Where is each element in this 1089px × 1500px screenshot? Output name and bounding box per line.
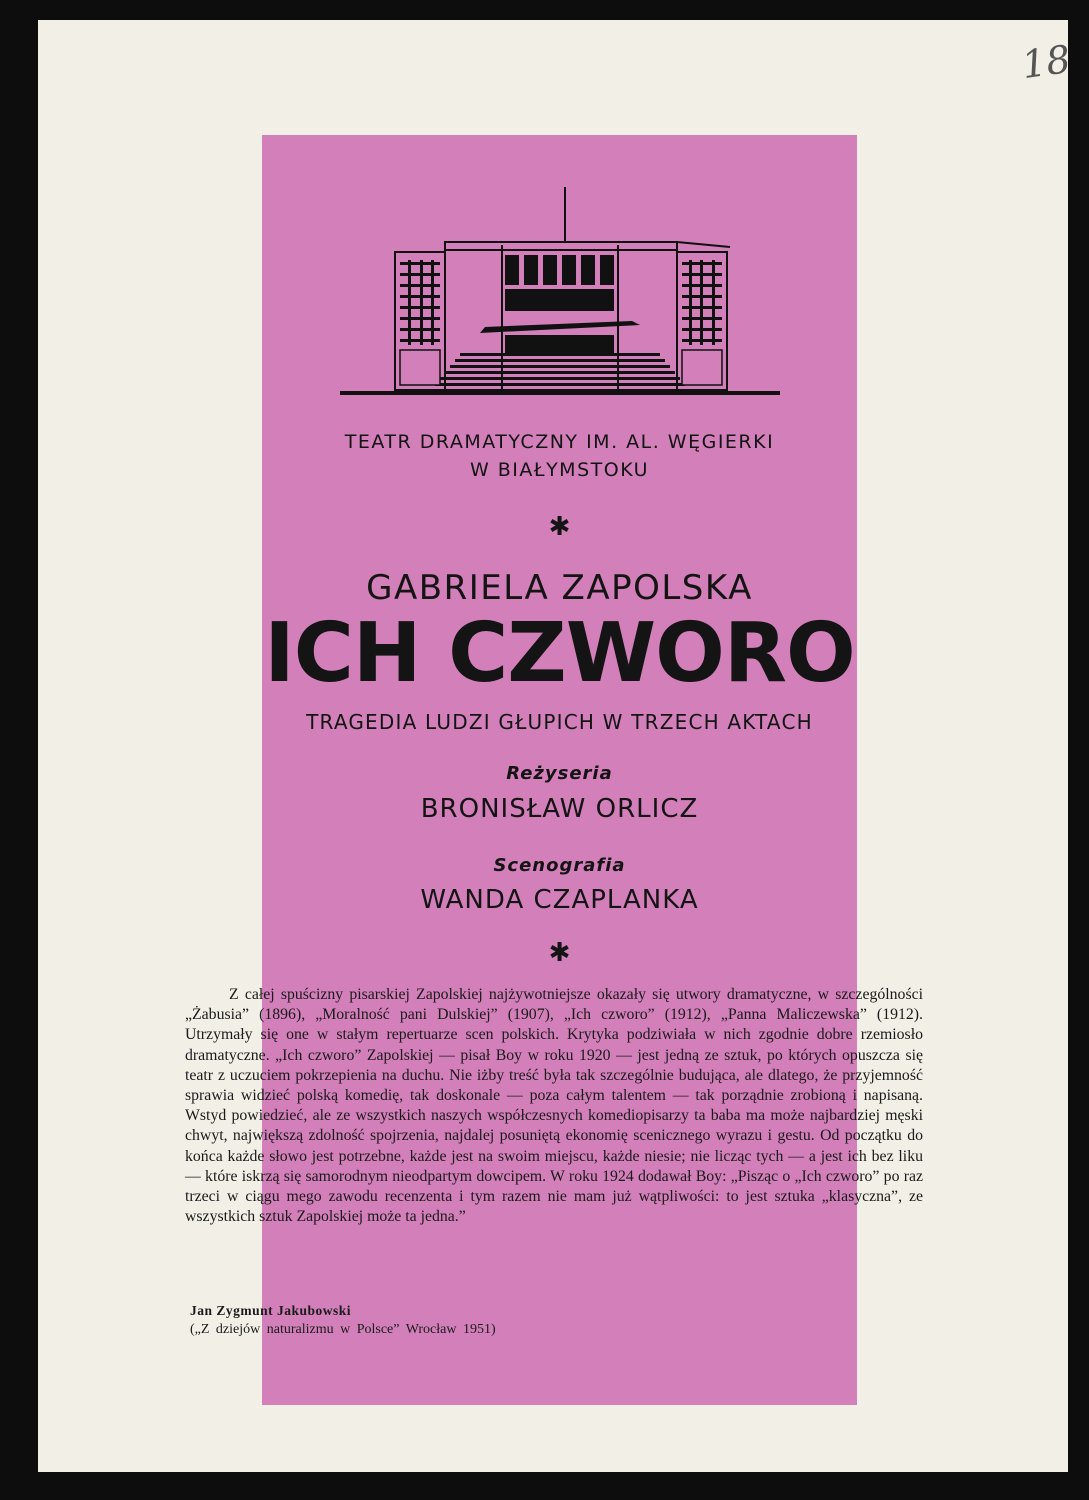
essay-source: („Z dziejów naturalizmu w Polsce” Wrocław 1951) — [190, 1322, 496, 1337]
theatre-building-illustration — [340, 185, 780, 400]
star-separator: ✱ — [548, 938, 571, 968]
essay-author: Jan Zygmunt Jakubowski — [190, 1303, 352, 1318]
director-name: BRONISŁAW ORLICZ — [420, 794, 699, 824]
play-title: ICH CZWORO — [264, 606, 855, 701]
play-author: GABRIELA ZAPOLSKA — [366, 568, 753, 608]
theatre-name-line2: W BIAŁYMSTOKU — [469, 459, 650, 481]
theatre-name-line1: TEATR DRAMATYCZNY IM. AL. WĘGIERKI — [344, 431, 775, 453]
theatre-name — [262, 428, 857, 484]
star-separator: ✱ — [548, 512, 571, 542]
page-number: 18 — [1019, 36, 1074, 88]
scenography-name: WANDA CZAPLANKA — [420, 885, 699, 915]
play-subtitle: TRAGEDIA LUDZI GŁUPICH W TRZECH AKTACH — [306, 710, 813, 734]
director-label: Reżyseria — [506, 763, 613, 784]
essay-text: Z całej spuścizny pisarskiej Zapolskiej najżywotniejsze okazały się utwory dramatyczne, w szczególności „Żabusia” (1896), „Moralność pani Dulskiej” (1907), „Ich czworo” (1912), „Panna Maliczewska” (1912). Utrzymały się one w stałym repertuarze scen polskich. Krytyka podziwiała w nich zgodnie dobre rzemiosło dramatyczne. „Ich czworo” Zapolskiej — pisał Boy w roku 1920 — jest jedną ze sztuk, po których opuszcza się teatr z uczuciem pokrzepienia na duchu. Nie iżby treść była tak szczególnie budująca, ale dlatego, że przyjemność sprawia widzieć polską komedię, tak doskonale — poza całym talentem — tak porządnie zrobioną i napisaną. Wstyd powiedzieć, ale ze wszystkich naszych współczesnych komediopisarzy ta baba ma może najbardziej męski chwyt, największą zdolność spojrzenia, najdalej posuniętą ekonomię scenicznego wyrazu i gestu. Od początku do końca każde słowo jest potrzebne, każde jest na swoim miejscu, każde niesie; nie licząc tych — a jest ich bez liku — które iskrzą się samorodnym nieodpartym dowcipem. W roku 1924 dodawał Boy: „Pisząc o „Ich czworo” po raz trzeci w ciągu mego zawodu recenzenta i tym razem nie mam już wątpliwości: to jest sztuka „klasyczna”, ze wszystkich sztuk Zapolskiej może ta jedna.” — [185, 986, 923, 1226]
scenography-label: Scenografia — [493, 855, 626, 876]
